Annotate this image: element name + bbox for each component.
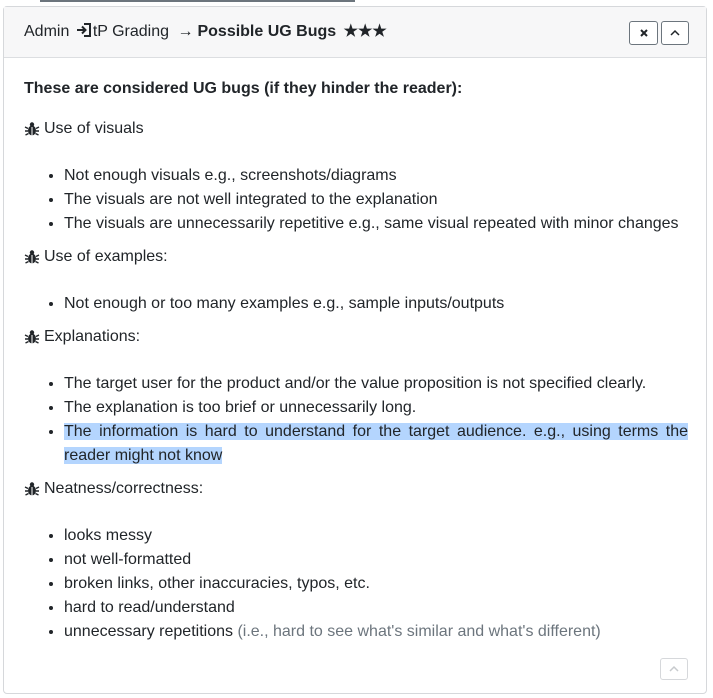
bug-icon — [24, 121, 40, 137]
list-item: • The visuals are unnecessarily repetitive e.g., same visual repeated with minor changes — [64, 212, 688, 236]
bug-icon — [24, 329, 40, 345]
login-icon — [76, 22, 92, 44]
breadcrumb-admin[interactable]: Admin — [24, 23, 70, 40]
section-title: Neatness/correctness: — [44, 480, 204, 497]
list-item: • looks messy — [64, 524, 688, 548]
collapse-button[interactable] — [661, 21, 689, 45]
section-title: Explanations: — [44, 328, 141, 345]
intro-text: These are considered UG bugs (if they hinder the reader): — [24, 80, 463, 97]
collapse-bottom-button[interactable] — [660, 658, 688, 680]
list-item: • broken links, other inaccuracies, typos, etc. — [64, 572, 688, 596]
list-item: • not well-formatted — [64, 548, 688, 572]
bug-icon — [24, 249, 40, 265]
close-icon — [639, 28, 649, 38]
list-item — [64, 620, 688, 644]
list-item: • Not enough or too many examples e.g., sample inputs/outputs — [64, 292, 688, 316]
section-title: Use of visuals — [44, 120, 144, 137]
rating-stars: ★★★ — [343, 23, 387, 40]
chevron-up-icon — [668, 664, 680, 674]
explanations-list — [44, 372, 688, 468]
bug-card — [3, 6, 707, 694]
neatness-list — [44, 524, 688, 644]
section-heading-visuals — [24, 120, 144, 138]
section-title: Use of examples: — [44, 248, 168, 265]
section-heading-neatness — [24, 480, 203, 498]
section-heading-explanations — [24, 328, 140, 346]
card-header — [4, 7, 706, 58]
list-item: • The visuals are not well integrated to the explanation — [64, 188, 688, 212]
list-item-highlighted — [64, 420, 688, 468]
chevron-up-icon — [669, 28, 681, 38]
list-item: • hard to read/understand — [64, 596, 688, 620]
list-item: • Not enough visuals e.g., screenshots/diagrams — [64, 164, 688, 188]
close-button[interactable] — [629, 21, 658, 45]
list-item: • The explanation is too brief or unnecessarily long. — [64, 396, 688, 420]
list-item-text: unnecessary repetitions — [64, 623, 233, 640]
selected-text[interactable]: The information is hard to understand for the target audience. e.g., using terms the reader might not know — [64, 423, 688, 464]
examples-list — [44, 292, 688, 316]
tab-indicator — [40, 0, 355, 2]
list-item: • The target user for the product and/or the value proposition is not specified clearly. — [64, 372, 688, 396]
card-title: Possible UG Bugs — [197, 23, 337, 40]
breadcrumb-grading[interactable]: tP Grading — [92, 23, 170, 40]
page-title — [24, 22, 387, 44]
visuals-list — [44, 164, 688, 236]
list-item-note: (i.e., hard to see what's similar and what's different) — [237, 623, 601, 640]
breadcrumb-arrow: → — [177, 23, 194, 40]
section-heading-examples — [24, 248, 168, 266]
bug-icon — [24, 481, 40, 497]
